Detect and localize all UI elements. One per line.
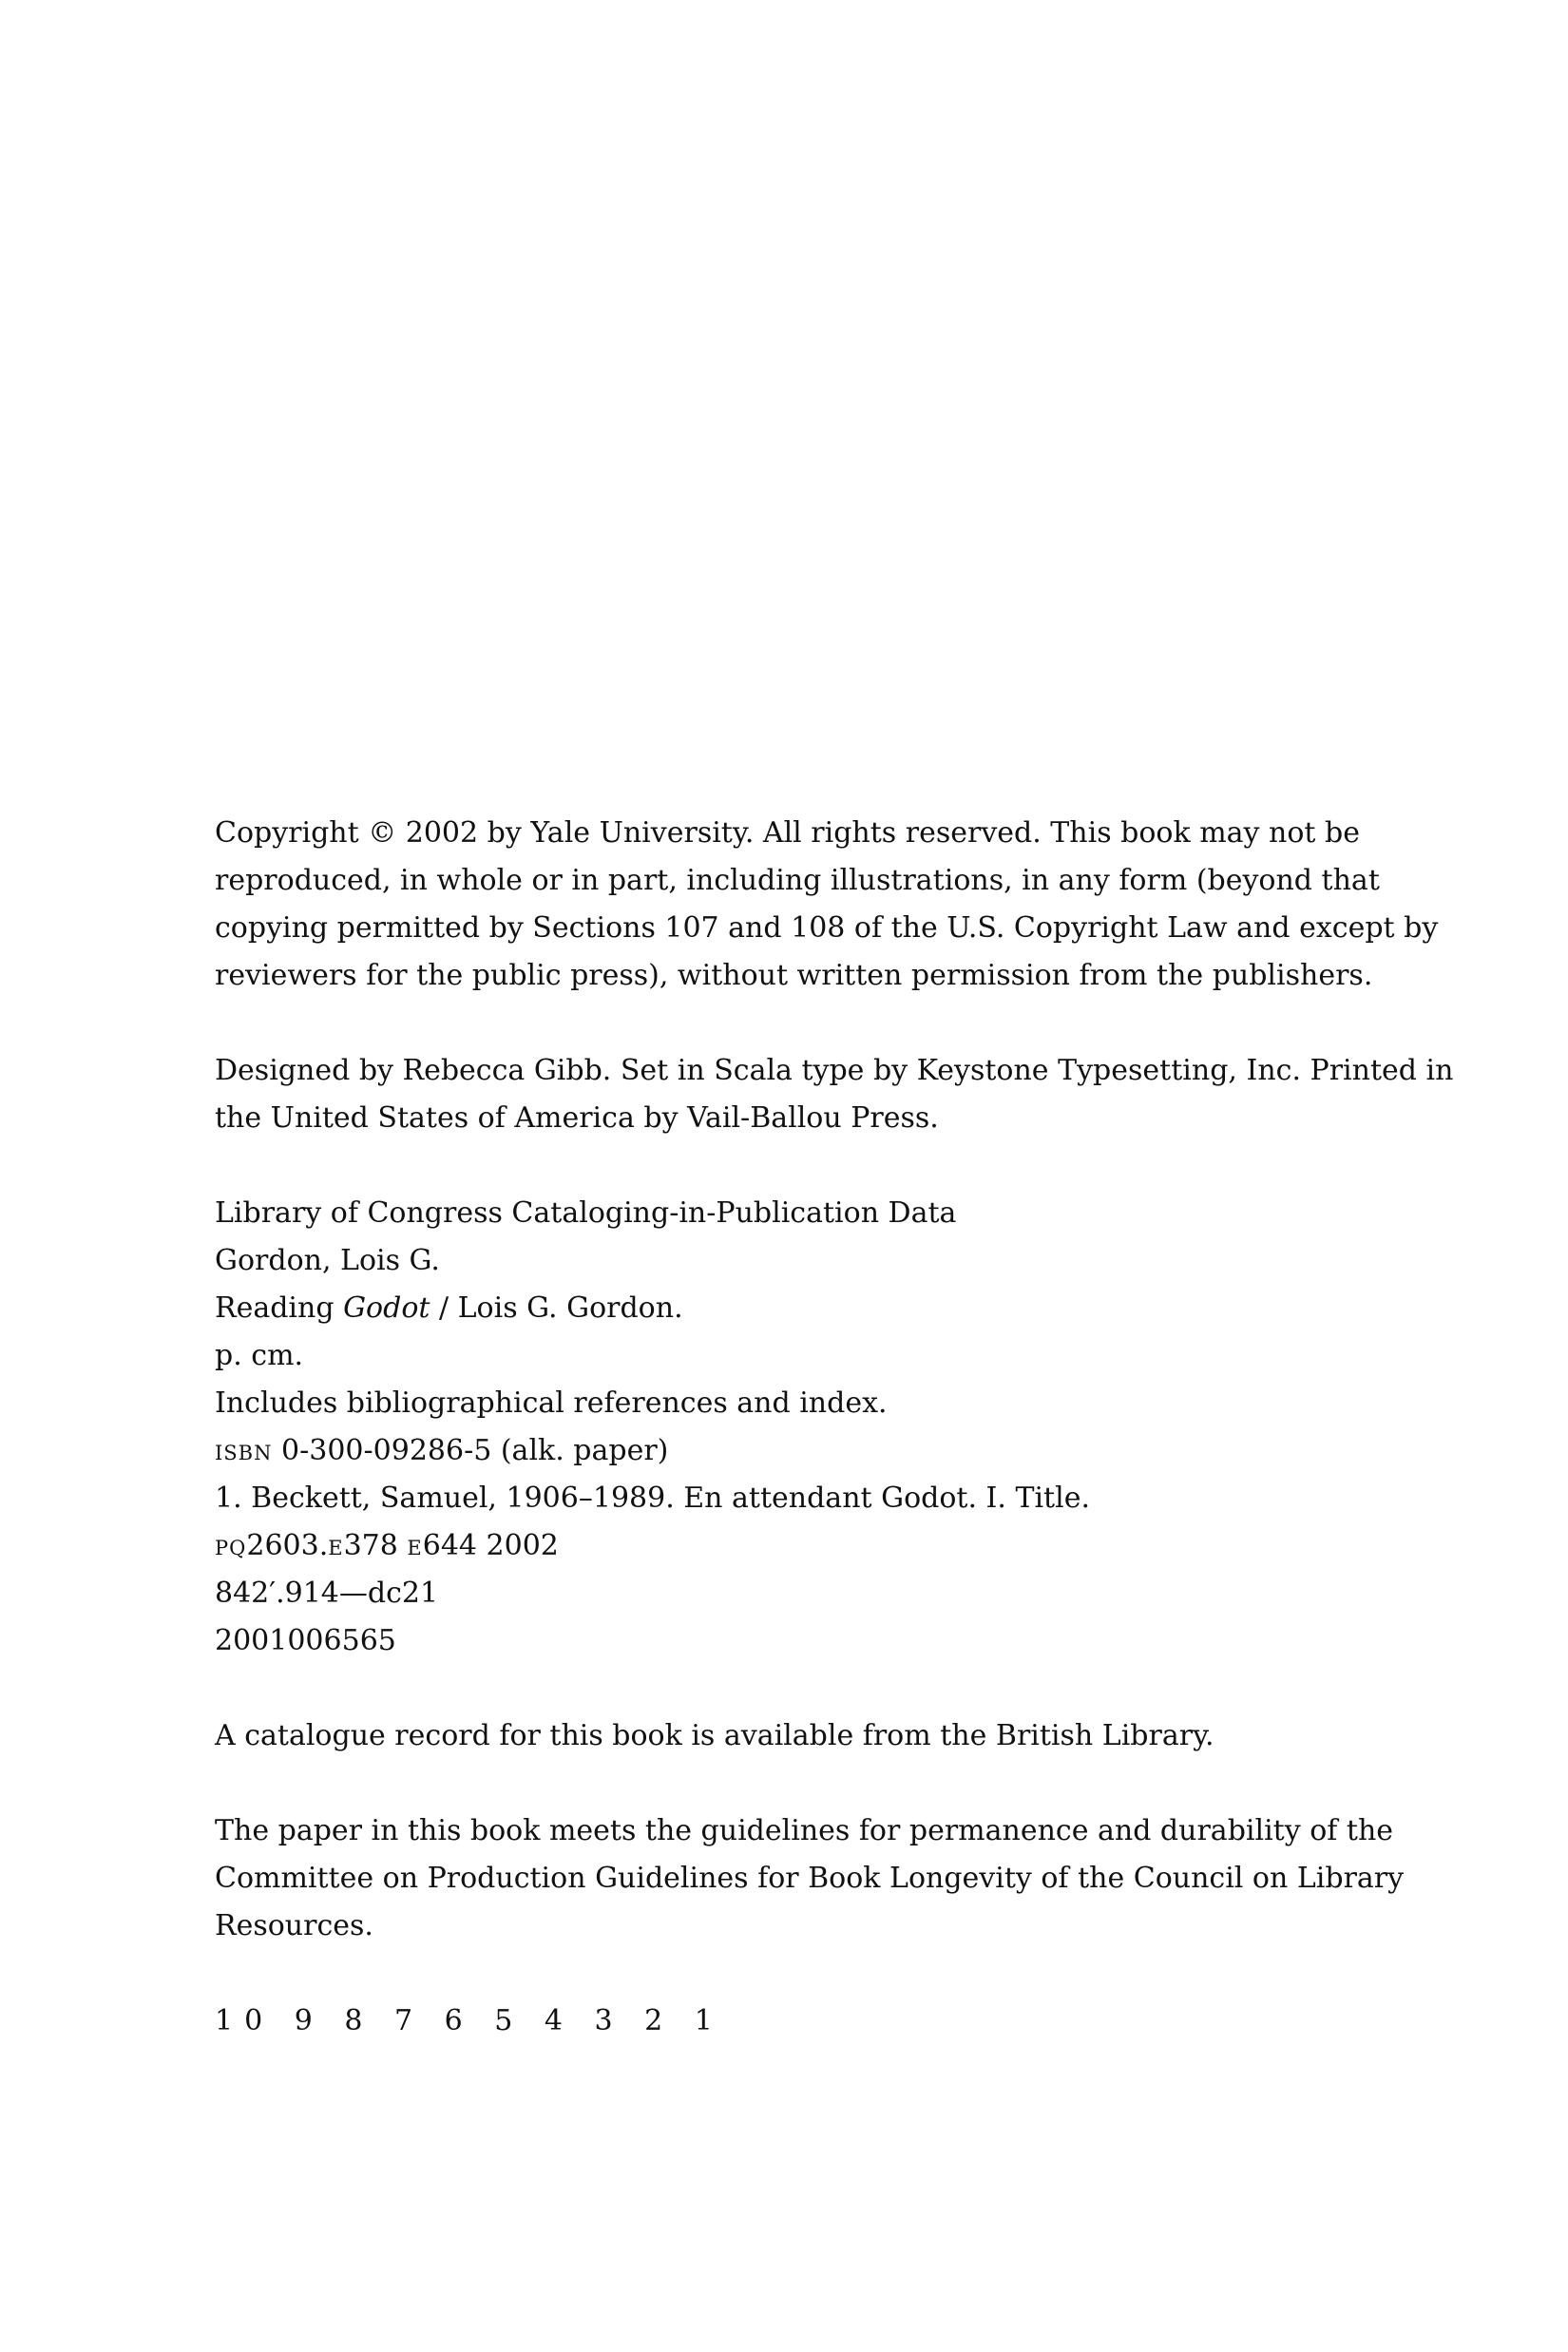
cip-dewey: 842′.914—dc21 — [215, 1577, 439, 1610]
copyright-block — [215, 810, 1454, 2045]
cip-title-suffix: / Lois G. Gordon. — [430, 1291, 683, 1325]
cip-header: Library of Congress Cataloging-in-Publication Data — [215, 1196, 957, 1230]
copyright-line: Copyright © 2002 by Yale University. All rights reserved. This book may not be — [215, 816, 1360, 850]
lc-class-d: 378 — [343, 1529, 408, 1562]
copyright-notice — [215, 810, 1439, 1000]
cip-lccn: 2001006565 — [215, 1624, 396, 1657]
british-library-note — [215, 1712, 1355, 1760]
copyright-line: copying permitted by Sections 107 and 108 of the U.S. Copyright Law and except by — [215, 911, 1439, 945]
cip-isbn — [215, 1427, 1355, 1475]
lc-class-e: e — [407, 1529, 423, 1562]
spacer — [215, 1950, 1355, 1998]
printing-line — [215, 1998, 1355, 2045]
paper-line: The paper in this book meets the guidelines for permanence and durability of the — [215, 1814, 1394, 1847]
isbn-label: isbn — [215, 1434, 273, 1467]
isbn-value: 0-300-09286-5 (alk. paper) — [272, 1434, 669, 1467]
british-library-line: A catalogue record for this book is available from the British Library. — [215, 1719, 1214, 1752]
spacer — [215, 1142, 1355, 1190]
cip-title-prefix: Reading — [215, 1291, 344, 1325]
cip-data — [215, 1190, 1355, 1665]
copyright-line: reviewers for the public press), without written permission from the publishers. — [215, 959, 1373, 992]
lc-class-a: pq — [215, 1529, 247, 1562]
cip-title — [215, 1285, 1355, 1332]
paper-note — [215, 1807, 1405, 1950]
spacer — [215, 1665, 1355, 1712]
lc-class-b: 2603. — [246, 1529, 329, 1562]
cip-notes: Includes bibliographical references and index. — [215, 1386, 888, 1420]
paper-line: Resources. — [215, 1909, 373, 1942]
design-line: the United States of America by Vail-Ballou Press. — [215, 1101, 939, 1135]
cip-physical: p. cm. — [215, 1339, 304, 1372]
lc-class-f: 644 2002 — [422, 1529, 559, 1562]
cip-lc-class — [215, 1522, 1355, 1570]
design-credits — [215, 1047, 1454, 1142]
paper-line: Committee on Production Guidelines for Book Longevity of the Council on Library — [215, 1862, 1405, 1895]
design-line: Designed by Rebecca Gibb. Set in Scala type by Keystone Typesetting, Inc. Printed in — [215, 1054, 1454, 1087]
spacer — [215, 1000, 1355, 1047]
printing-numbers: 10 9 8 7 6 5 4 3 2 1 — [215, 2004, 724, 2037]
cip-title-italic: Godot — [343, 1291, 430, 1325]
copyright-line: reproduced, in whole or in part, including illustrations, in any form (beyond that — [215, 864, 1380, 897]
cip-subjects: 1. Beckett, Samuel, 1906–1989. En attendant Godot. I. Title. — [215, 1482, 1090, 1515]
cip-author: Gordon, Lois G. — [215, 1244, 440, 1277]
lc-class-c: e — [328, 1529, 344, 1562]
spacer — [215, 1760, 1355, 1807]
